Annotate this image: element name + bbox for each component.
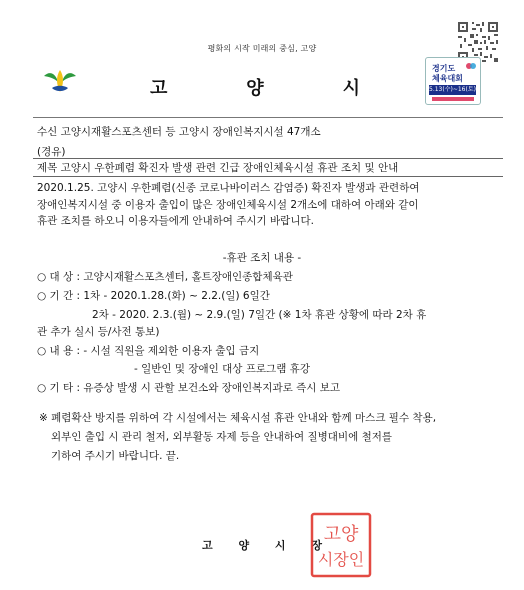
notice-paragraph (39, 409, 499, 466)
via-line: (경유) (37, 146, 66, 158)
notice-line: 기하여 주시기 바랍니다. 끝. (51, 450, 180, 462)
festival-emblem-icon (465, 61, 477, 71)
svg-text:시장인: 시장인 (317, 550, 365, 569)
goyang-logo-icon (42, 66, 78, 94)
official-seal-icon (306, 510, 374, 580)
signature-char: 고 (202, 539, 213, 552)
badge-stripe (432, 97, 474, 101)
badge-date: 5.13(수)~16(토) (429, 86, 476, 93)
intro-line: 2020.1.25. 고양시 우한폐렴(신종 코로나바이러스 감염증) 확진자 발생과 관련하여 (37, 182, 420, 194)
intro-paragraph (37, 180, 495, 230)
signature-char: 양 (238, 539, 250, 552)
item-target: ○ 대 상 : 고양시재활스포츠센터, 홀트장애인종합체육관 (37, 271, 293, 283)
badge-line1: 경기도 (432, 64, 456, 73)
subject-bottom-divider (33, 176, 503, 177)
item-period-2: 2차 - 2020. 2.3.(월) ~ 2.9.(일) 7일간 (※ 1차 휴관 상황에 따라 2차 휴 (92, 309, 427, 321)
subject-top-divider (33, 158, 503, 159)
issuer-char: 양 (246, 78, 264, 99)
sports-festival-badge (425, 57, 481, 105)
notice-line: 외부인 출입 시 관리 철저, 외부활동 자제 등을 안내하여 질병대비에 철저를 (51, 431, 393, 443)
header-divider (33, 117, 503, 118)
signature-line (202, 537, 322, 553)
recipient-line: 수신 고양시재활스포츠센터 등 고양시 장애인복지시설 47개소 (37, 126, 321, 138)
item-period-3: 관 추가 실시 등/사전 통보) (37, 326, 160, 338)
badge-line2: 체육대회 (432, 74, 463, 83)
section-title: -휴관 조치 내용 - (222, 252, 302, 264)
signature-char: 시 (274, 539, 286, 552)
city-motto: 평화의 시작 미래의 중심, 고양 (207, 44, 317, 53)
intro-line: 장애인복지시설 중 이용자 출입이 많은 장애인체육시설 2개소에 대하여 아래와 같이 (37, 198, 419, 211)
issuer-char: 시 (342, 78, 360, 99)
item-content-1: ○ 내 용 : - 시설 직원을 제외한 이용자 출입 금지 (37, 345, 260, 357)
notice-line: ※ 폐렴확산 방지를 위하여 각 시설에서는 체육시설 휴관 안내와 함께 마스크 필수 착용, (39, 412, 437, 424)
subject-line: 제목 고양시 우한폐렴 확진자 발생 관련 긴급 장애인체육시설 휴관 조치 및 안내 (37, 162, 399, 174)
issuer-char: 고 (150, 78, 168, 99)
item-etc: ○ 기 타 : 유증상 발생 시 관할 보건소와 장애인복지과로 즉시 보고 (37, 382, 340, 394)
issuer-title (150, 74, 360, 100)
item-period-1: ○ 기 간 : 1차 - 2020.1.28.(화) ~ 2.2.(일) 6일간 (37, 290, 270, 302)
intro-line: 휴관 조치를 하오니 이용자들에게 안내하여 주시기 바랍니다. (37, 215, 314, 227)
item-content-2: - 일반인 및 장애인 대상 프로그램 휴강 (134, 363, 310, 375)
svg-text:고양: 고양 (323, 524, 359, 545)
signature-char: 장 (311, 539, 322, 552)
